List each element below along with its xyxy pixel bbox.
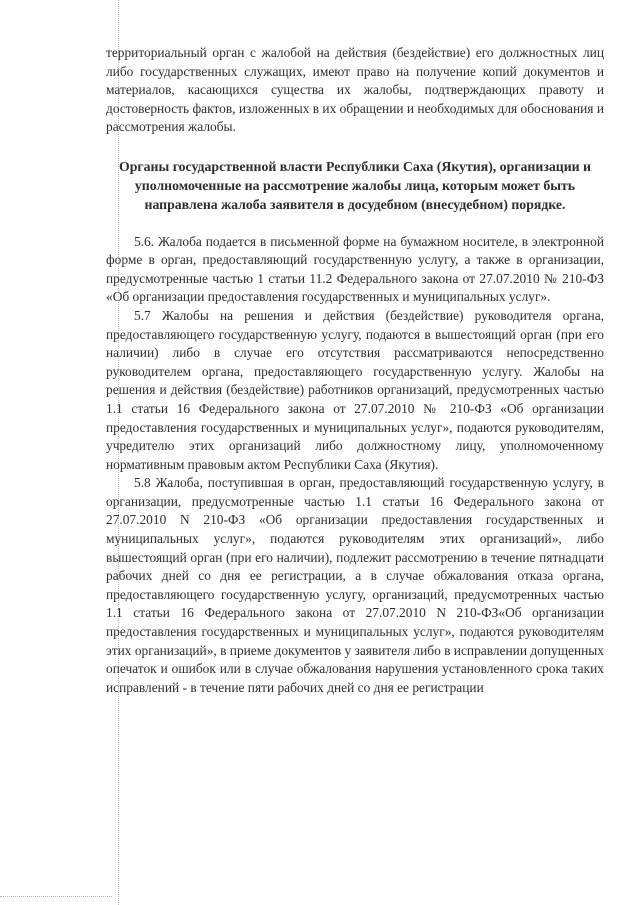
scan-edge-line (0, 896, 112, 897)
clause-5-6: 5.6. Жалоба подается в письменной форме на бумажном носителе, в электронной форме в орган, предоставляющий государственную услугу, а также в организации, предусмотренные частью 1 статьи 11.2 Федерального закона от 27.07.2010 № 210-ФЗ «Об организации предоставления государственных и муниципальных услуг». (106, 233, 604, 305)
intro-paragraph: территориальный орган с жалобой на действия (бездействие) его должностных лиц либо государственных служащих, имеют право на получение копий документов и материалов, касающихся существа их жалобы, подтверждающих правоту и достоверность фактов, изложенных в их обращении и необходимых для обоснования и рассмотрения жалобы. (106, 45, 604, 135)
clause-5-7: 5.7 Жалобы на решения и действия (бездействие) руководителя органа, предоставляющего государственную услугу, подаются в вышестоящий орган (при его наличии) либо в случае его отсутствия рассматриваются непосредственно руководителем органа, предоставляющего государственную услугу. Жалобы на решения и действия (бездействие) работников организаций, предусмотренных частью 1.1 статьи 16 Федерального закона от 27.07.2010 № 210-ФЗ «Об организации предоставления государственных и муниципальных услуг», подаются руководителям, учредителю этих организаций либо должностному лицу, уполномоченному нормативным правовым актом Республики Саха (Якутия). (106, 307, 604, 472)
document-body (106, 44, 604, 697)
section-heading: Органы государственной власти Республики Саха (Якутия), организации и уполномоченные на рассмотрение жалобы лица, которым может быть направлена жалоба заявителя в досудебном (внесудебном) порядке. (118, 158, 592, 213)
clause-5-8: 5.8 Жалоба, поступившая в орган, предоставляющий государственную услугу, в организации, предусмотренные частью 1.1 статьи 16 Федерального закона от 27.07.2010 N 210-ФЗ «Об организации предоставления государственных и муниципальных услуг», подаются руководителям этих организаций», либо вышестоящий орган (при его наличии), подлежит рассмотрению в течение пятнадцати рабочих дней со дня ее регистрации, а в случае обжалования отказа органа, предоставляющего государственную услугу, организаций, предусмотренных частью 1.1 статьи 16 Федерального закона от 27.07.2010 N 210-ФЗ«Об организации предоставления государственных и муниципальных услуг», подаются руководителям этих организаций», в приеме документов у заявителя либо в исправлении допущенных опечаток и ошибок или в случае обжалования нарушения установленного срока таких исправлений - в течение пяти рабочих дней со дня ее регистрации (106, 475, 604, 695)
